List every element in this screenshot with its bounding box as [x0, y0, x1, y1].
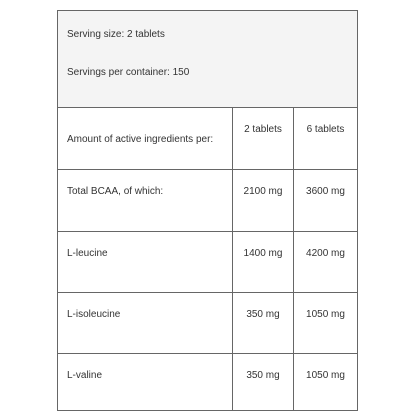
serving-info [58, 11, 357, 108]
amount-6-tablets: 1050 mg [306, 370, 345, 381]
table-row [58, 293, 357, 354]
amount-2-tablets: 350 mg [233, 293, 294, 353]
amount-2-tablets: 1400 mg [233, 232, 294, 292]
amount-6-tablets: 1050 mg [306, 309, 345, 320]
serving-size: Serving size: 2 tablets [67, 29, 165, 40]
table-header-row [58, 108, 357, 170]
amount-6-tablets: 3600 mg [306, 186, 345, 197]
column-header-2-tablets: 2 tablets [233, 108, 294, 169]
column-header-6-tablets: 6 tablets [306, 124, 345, 135]
ingredient-name: L-isoleucine [58, 293, 233, 353]
amount-2-tablets: 350 mg [233, 354, 294, 410]
ingredient-name: L-leucine [58, 232, 233, 292]
ingredient-name: Total BCAA, of which: [58, 170, 233, 231]
amount-6-tablets: 4200 mg [306, 248, 345, 259]
nutrition-table [57, 10, 358, 411]
table-row [58, 354, 357, 410]
ingredient-name: L-valine [58, 354, 233, 410]
table-row [58, 170, 357, 232]
table-row [58, 232, 357, 293]
servings-per-container: Servings per container: 150 [67, 67, 190, 78]
amount-2-tablets: 2100 mg [233, 170, 294, 231]
column-header-ingredient: Amount of active ingredients per: [58, 108, 233, 169]
